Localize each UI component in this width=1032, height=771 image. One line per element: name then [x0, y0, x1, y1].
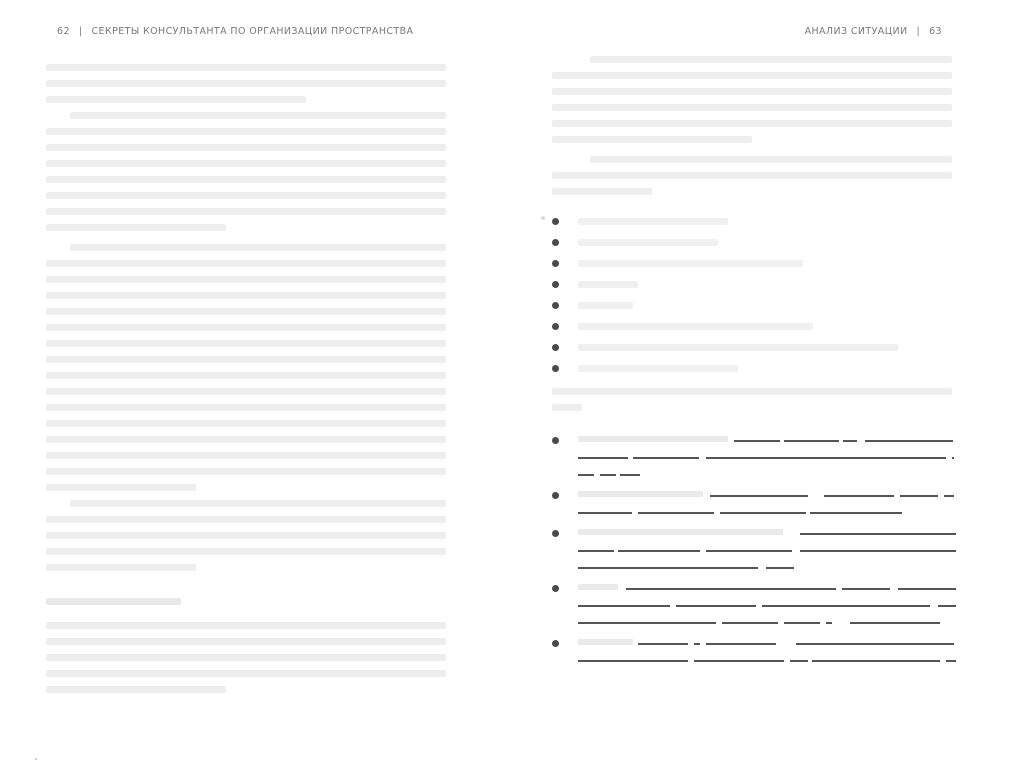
bullet-dot [552, 437, 559, 444]
bullet-dot [552, 323, 559, 330]
bullet-dot [552, 239, 559, 246]
bullet-dot [552, 530, 559, 537]
scan-speck [35, 758, 37, 760]
list-item [552, 277, 952, 298]
list-item [552, 214, 952, 235]
left-running-title: СЕКРЕТЫ КОНСУЛЬТАНТА ПО ОРГАНИЗАЦИИ ПРОСТРАНСТВА [91, 26, 414, 37]
list-item [552, 235, 952, 256]
list-item [552, 256, 952, 277]
bullet-dot [552, 365, 559, 372]
right-running-title: АНАЛИЗ СИТУАЦИИ [804, 26, 908, 37]
right-running-head [805, 26, 942, 37]
list-item [552, 634, 962, 668]
list-item [552, 486, 962, 520]
bullet-dot [552, 585, 559, 592]
right-page-number: 63 [929, 26, 942, 37]
list-item [552, 361, 952, 382]
bullet-list-2 [552, 431, 962, 668]
right-head-separator: | [916, 26, 921, 37]
list-item [552, 579, 962, 630]
left-running-head [57, 26, 413, 37]
bullet-list-1 [552, 214, 952, 382]
bullet-dot [552, 302, 559, 309]
margin-speck [541, 216, 545, 220]
bullet-dot [552, 492, 559, 499]
left-page-number: 62 [57, 26, 70, 37]
list-item [552, 524, 962, 575]
bullet-dot [552, 260, 559, 267]
bullet-dot [552, 218, 559, 225]
list-item [552, 298, 952, 319]
list-item [552, 319, 952, 340]
bullet-dot [552, 281, 559, 288]
bullet-dot [552, 640, 559, 647]
list-item [552, 340, 952, 361]
left-head-separator: | [78, 26, 83, 37]
list-item [552, 431, 962, 482]
bullet-dot [552, 344, 559, 351]
